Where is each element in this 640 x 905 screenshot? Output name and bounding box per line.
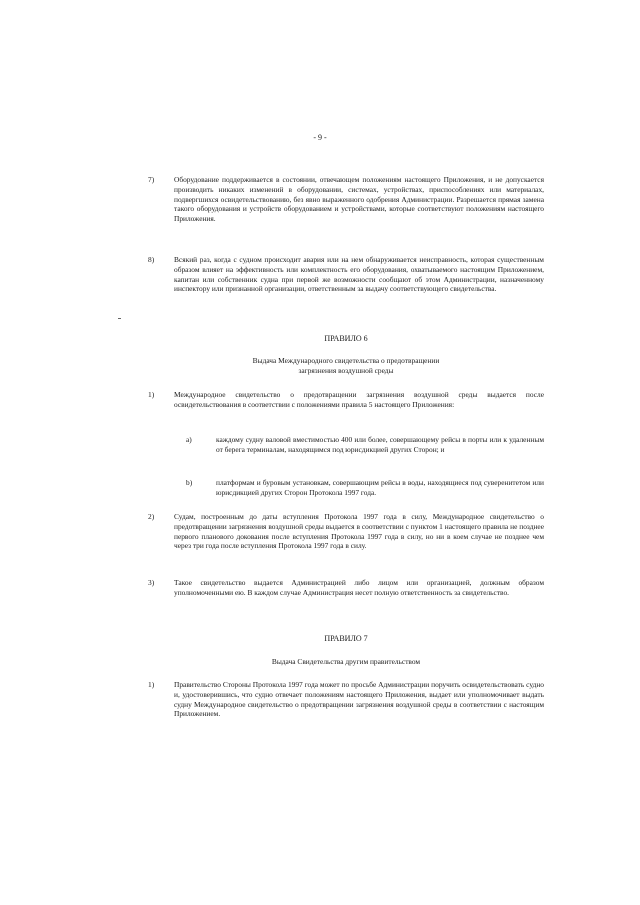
margin-mark <box>118 318 121 319</box>
paragraph-text: Всякий раз, когда с судном происходит авария или на нем обнаруживается неисправность, которая существенным образом влияет на эффективность или комплектность его оборудования, охватываемого настоящим Приложением, капитан или собственник судна при первой же возможности сообщают об этом Администрации, назначенному инспектору или признанной организации, ответственным за выдачу соответствующего свидетельства. <box>174 255 544 294</box>
subparagraph-text: каждому судну валовой вместимостью 400 или более, совершающему рейсы в порты или к удаленным от берега терминалам, находящимся под юрисдикцией других Сторон; и <box>216 435 544 454</box>
paragraph-text: Судам, построенным до даты вступления Протокола 1997 года в силу, Международное свидетельство о предотвращении загрязнения воздушной среды выдается в соответствии с пунктом 1 настоящего правила не позднее первого планового докования после вступления Протокола 1997 года в силу, но ни в коем случае не позднее чем через три года после вступления Протокола 1997 года в силу. <box>174 512 544 551</box>
paragraph-text: Международное свидетельство о предотвращении загрязнения воздушной среды выдается после освидетельствования в соответствии с положениями правила 5 настоящего Приложения: <box>174 390 544 409</box>
page-number: - 9 - <box>313 133 327 142</box>
paragraph-number: 8) <box>148 255 155 264</box>
subparagraph-text: платформам и буровым установкам, совершающим рейсы в воды, находящиеся под суверенитетом или юрисдикцией других Сторон Протокола 1997 года. <box>216 478 544 497</box>
rule-7-title: Выдача Свидетельства другим правительством <box>271 657 421 666</box>
rule-6-title-line-1: Выдача Международного свидетельства о предотвращении <box>252 356 440 365</box>
paragraph-number: 7) <box>148 175 155 184</box>
rule-6-heading: ПРАВИЛО 6 <box>324 334 368 343</box>
paragraph-number: 1) <box>148 680 155 689</box>
rule-6-title-line-2: загрязнения воздушной среды <box>298 366 394 375</box>
paragraph-text: Такое свидетельство выдается Администрацией либо лицом или организацией, должным образом уполномоченными ею. В каждом случае Администрация несет полную ответственность за свидетельство. <box>174 578 544 597</box>
paragraph-number: 1) <box>148 390 155 399</box>
paragraph-text: Оборудование поддерживается в состоянии, отвечающем положениям настоящего Приложения, и не допускается производить никаких изменений в оборудовании, системах, устройствах, приспособлениях или материалах, подвергшихся освидетельствованию, без явно выраженного одобрения Администрации. Разрешается прямая замена такого оборудования и устройств оборудованием и устройствами, которые соответствуют положениям настоящего Приложения. <box>174 175 544 224</box>
subparagraph-letter: b) <box>186 478 193 487</box>
paragraph-text: Правительство Стороны Протокола 1997 года может по просьбе Администрации поручить освидетельствовать судно и, удостоверившись, что судно отвечает положениям настоящего Приложения, выдает или уполномочивает выдать судну Международное свидетельство о предотвращении загрязнения воздушной среды в соответствии с настоящим Приложением. <box>174 680 544 719</box>
paragraph-number: 3) <box>148 578 155 587</box>
paragraph-number: 2) <box>148 512 155 521</box>
rule-7-heading: ПРАВИЛО 7 <box>324 634 368 643</box>
subparagraph-letter: a) <box>186 435 192 444</box>
